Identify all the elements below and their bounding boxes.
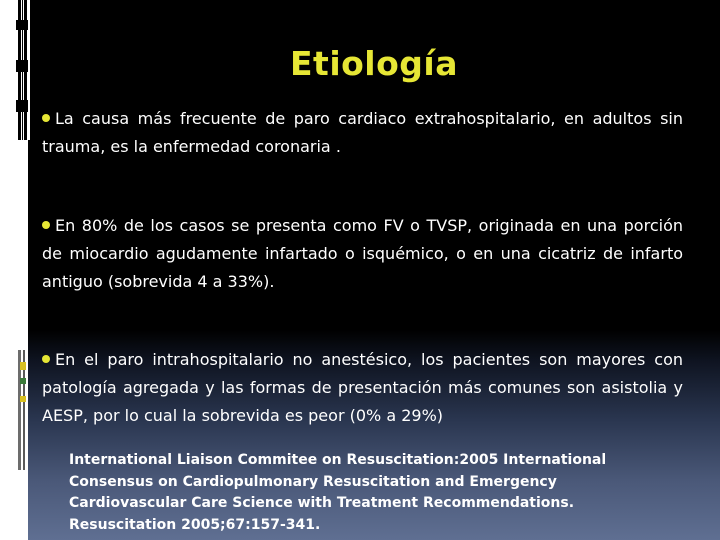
reference-citation [69, 450, 669, 536]
reference-line-1: International Liaison Commitee on Resuscitation:2005 International [69, 452, 607, 468]
bullet-item-1 [42, 105, 683, 161]
bullet-dot-icon [42, 355, 50, 363]
slide-title: Etiología [290, 44, 458, 83]
decorative-stripes-bottom [14, 350, 30, 470]
bullet-item-3 [42, 346, 683, 430]
bullet-item-2 [42, 212, 683, 296]
reference-line-2: Consensus on Cardiopulmonary Resuscitation and Emergency [69, 473, 557, 490]
decorative-stripes-top [0, 0, 30, 140]
bullet-text-3: En el paro intrahospitalario no anestésico, los pacientes son mayores con patología agregada y las formas de presentación más comunes son asistolia y AESP, por lo cual la sobrevida es peor (0% a 29%) [42, 350, 683, 425]
bullet-dot-icon [42, 114, 50, 122]
reference-line-3: Cardiovascular Care Science with Treatment Recommendations. [69, 495, 575, 511]
bullet-text-2: En 80% de los casos se presenta como FV o TVSP, originada en una porción de miocardio agudamente infartado o isquémico, o en una cicatriz de infarto antiguo (sobrevida 4 a 33%). [42, 216, 683, 291]
reference-line-4: Resuscitation 2005;67:157-341. [69, 516, 321, 533]
bullet-text-1: La causa más frecuente de paro cardiaco extrahospitalario, en adultos sin trauma, es la enfermedad coronaria . [42, 109, 683, 156]
slide [28, 0, 720, 540]
bullet-dot-icon [42, 221, 50, 229]
